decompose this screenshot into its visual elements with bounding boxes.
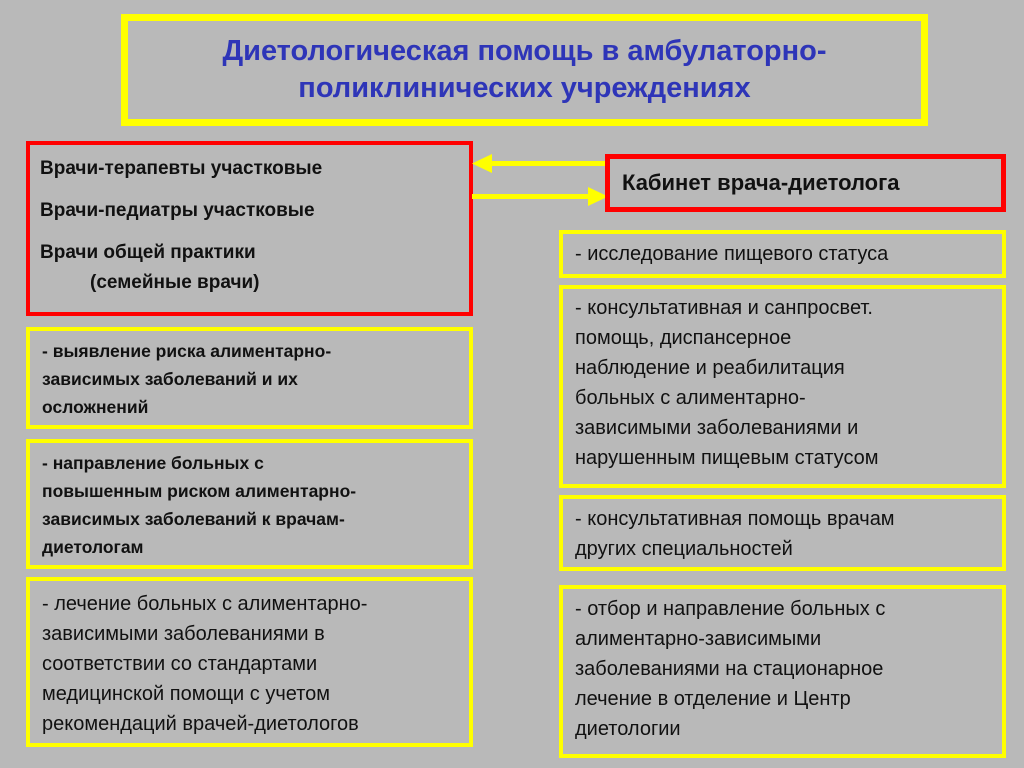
task-line: нарушенным пищевым статусом: [575, 447, 879, 469]
task-line: больных с алиментарно-: [575, 387, 806, 409]
doctors-box: [26, 141, 473, 316]
task-line: - исследование пищевого статуса: [575, 243, 889, 265]
slide-title: [222, 33, 826, 107]
right-task-box: [559, 585, 1006, 758]
title-line: Диетологическая помощь в амбулаторно-: [222, 35, 827, 67]
cabinet-box: [605, 154, 1006, 212]
arrow-right-icon: [472, 187, 608, 206]
task-line: заболеваниями на стационарное: [575, 658, 884, 680]
task-line: - отбор и направление больных с: [575, 598, 886, 620]
task-line: рекомендаций врачей-диетологов: [42, 713, 359, 735]
task-line: диетологии: [575, 718, 681, 740]
connector-arrows: [470, 150, 610, 210]
task-line: - консультативная и санпросвет.: [575, 297, 873, 319]
left-task-box: [26, 577, 473, 747]
task-line: - лечение больных с алиментарно-: [42, 593, 368, 615]
right-task-box: [559, 285, 1006, 488]
task-line: медицинской помощи с учетом: [42, 683, 331, 705]
task-line: зависимых заболеваний к врачам-: [42, 509, 345, 529]
title-frame: [121, 14, 928, 126]
task-line: - консультативная помощь врачам: [575, 508, 895, 530]
cabinet-title: Кабинет врача-диетолога: [622, 170, 900, 195]
left-task-box: [26, 439, 473, 569]
arrow-left-icon: [472, 154, 608, 173]
task-line: алиментарно-зависимыми: [575, 628, 822, 650]
task-line: наблюдение и реабилитация: [575, 357, 845, 379]
task-line: соответствии со стандартами: [42, 653, 318, 675]
left-task-box: [26, 327, 473, 429]
task-line: диетологам: [42, 537, 144, 557]
right-task-box: [559, 230, 1006, 278]
doctor-type: Врачи-педиатры участковые: [40, 200, 315, 221]
task-line: повышенным риском алиментарно-: [42, 481, 357, 501]
task-line: зависимыми заболеваниями и: [575, 417, 859, 439]
task-line: лечение в отделение и Центр: [575, 688, 851, 710]
doctor-type: Врачи общей практики: [40, 242, 256, 263]
title-line: поликлинических учреждениях: [298, 72, 751, 104]
task-line: помощь, диспансерное: [575, 327, 792, 349]
right-task-box: [559, 495, 1006, 571]
doctor-type: Врачи-терапевты участковые: [40, 158, 323, 179]
task-line: зависимых заболеваний и их: [42, 369, 298, 389]
task-line: зависимыми заболеваниями в: [42, 623, 325, 645]
task-line: других специальностей: [575, 538, 793, 560]
task-line: - выявление риска алиментарно-: [42, 341, 332, 361]
task-line: - направление больных с: [42, 453, 264, 473]
doctor-type-note: (семейные врачи): [90, 272, 260, 293]
task-line: осложнений: [42, 397, 149, 417]
